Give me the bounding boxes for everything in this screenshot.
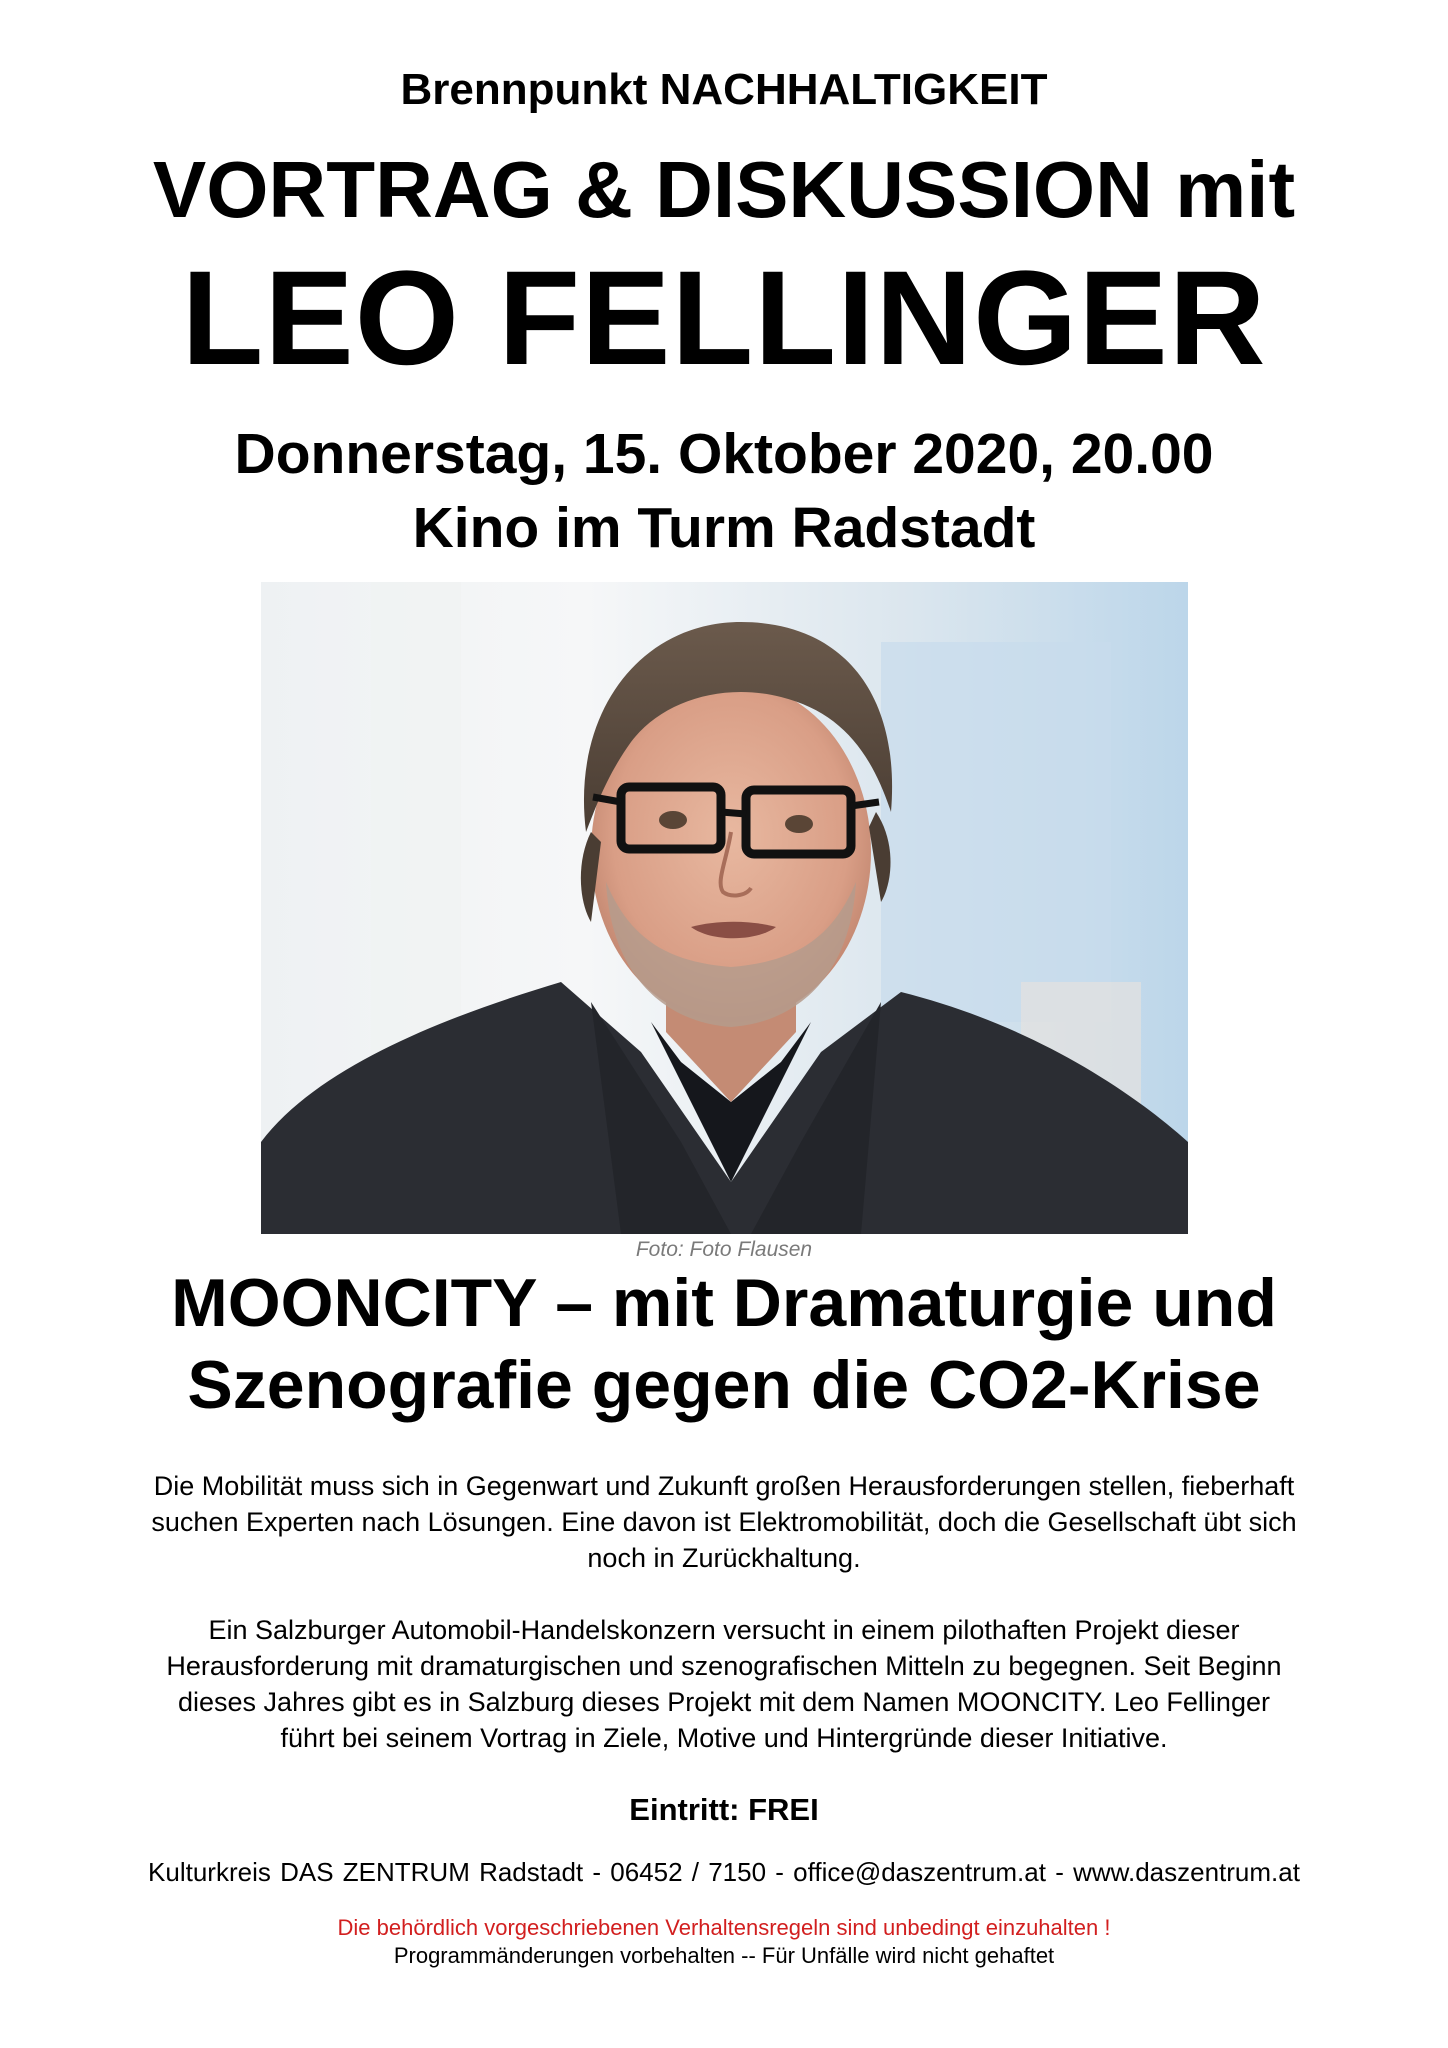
photo-credit: Foto: Foto Flausen	[635, 1238, 813, 1261]
contact-line: Kulturkreis DAS ZENTRUM Radstadt - 06452 / 7150 - office@daszentrum.at - www.daszentrum.at	[148, 1857, 1300, 1887]
speaker-photo	[261, 582, 1188, 1234]
talk-title	[0, 1262, 1448, 1426]
paragraph-line: suchen Experten nach Lösungen. Eine davon ist Elektromobilität, doch die Gesellschaft übt sich	[151, 1507, 1297, 1537]
disclaimer: Programmänderungen vorbehalten -- Für Unfälle wird nicht gehaftet	[393, 1943, 1055, 1968]
paragraph-line: Herausforderung mit dramaturgischen und szenografischen Mitteln zu begegnen. Seit Beginn	[166, 1651, 1282, 1681]
event-venue: Kino im Turm Radstadt	[412, 496, 1036, 560]
speaker-name: LEO FELLINGER	[181, 244, 1267, 393]
safety-notice: Die behördlich vorgeschriebenen Verhaltensregeln sind unbedingt einzuhalten !	[337, 1915, 1111, 1940]
paragraph-line: dieses Jahres gibt es in Salzburg dieses Projekt mit dem Namen MOONCITY. Leo Fellinger	[178, 1687, 1270, 1717]
paragraph-line: Die Mobilität muss sich in Gegenwart und Zukunft großen Herausforderungen stellen, fieberhaft	[153, 1471, 1295, 1501]
admission-info: Eintritt: FREI	[629, 1792, 819, 1827]
series-kicker: Brennpunkt NACHHALTIGKEIT	[400, 65, 1048, 114]
talk-title-line-1: MOONCITY – mit Dramaturgie und	[171, 1265, 1277, 1341]
description-paragraph-2	[40, 1612, 1408, 1756]
paragraph-line: Ein Salzburger Automobil-Handelskonzern versucht in einem pilothaften Projekt dieser	[208, 1615, 1240, 1645]
description-paragraph-1	[40, 1468, 1408, 1576]
paragraph-line: noch in Zurückhaltung.	[587, 1543, 861, 1573]
event-headline: VORTRAG & DISKUSSION mit	[152, 145, 1296, 234]
paragraph-line: führt bei seinem Vortrag in Ziele, Motive und Hintergründe dieser Initiative.	[280, 1723, 1168, 1753]
talk-title-line-2: Szenografie gegen die CO2-Krise	[187, 1347, 1261, 1423]
event-date: Donnerstag, 15. Oktober 2020, 20.00	[234, 422, 1214, 486]
